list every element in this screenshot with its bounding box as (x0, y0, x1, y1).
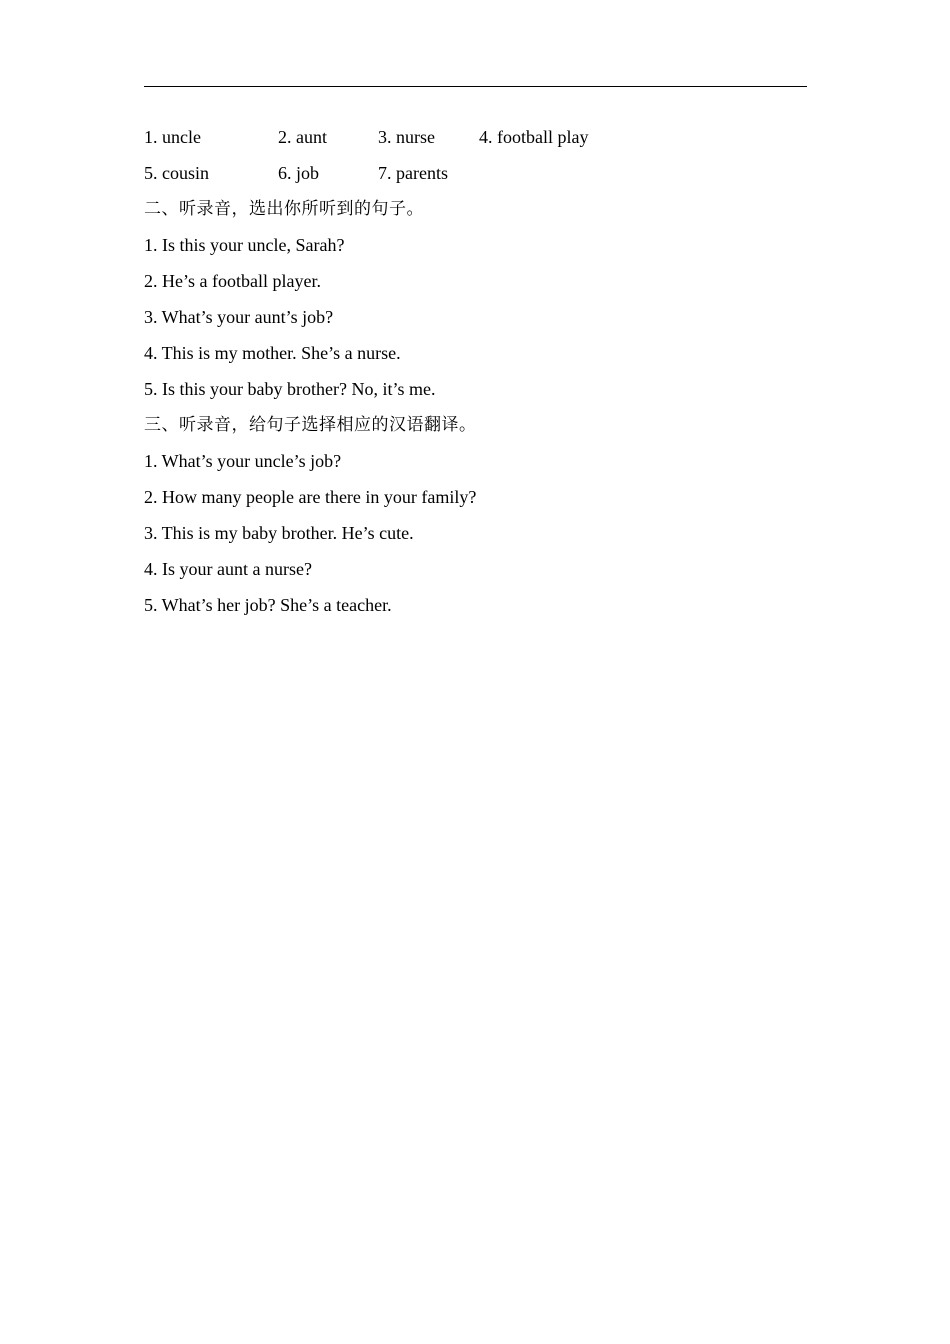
document-content (144, 119, 807, 623)
word-item: 5. cousin (144, 163, 209, 183)
word-row-1 (144, 119, 807, 155)
sentence-item: 5. Is this your baby brother? No, it’s me. (144, 379, 436, 399)
sentence-item: 3. This is my baby brother. He’s cute. (144, 523, 414, 543)
section-3-heading: 三、听录音，给句子选择相应的汉语翻译。 (144, 415, 477, 435)
sentence-item: 3. What’s your aunt’s job? (144, 307, 334, 327)
section-2-heading: 二、听录音，选出你所听到的句子。 (144, 199, 424, 219)
word-item: 3. nurse (378, 127, 435, 147)
word-item: 2. aunt (278, 127, 327, 147)
sentence-item: 2. He’s a football player. (144, 271, 321, 291)
sentence-item: 4. Is your aunt a nurse? (144, 559, 312, 579)
header-rule (144, 86, 807, 87)
word-item: 7. parents (378, 163, 448, 183)
sentence-item: 5. What’s her job? She’s a teacher. (144, 595, 392, 615)
word-item: 4. football play (479, 127, 589, 147)
sentence-item: 1. Is this your uncle, Sarah? (144, 235, 345, 255)
sentence-item: 2. How many people are there in your family? (144, 487, 477, 507)
sentence-item: 1. What’s your uncle’s job? (144, 451, 342, 471)
word-item: 6. job (278, 163, 320, 183)
word-row-2 (144, 155, 807, 191)
sentence-item: 4. This is my mother. She’s a nurse. (144, 343, 401, 363)
word-item: 1. uncle (144, 127, 201, 147)
